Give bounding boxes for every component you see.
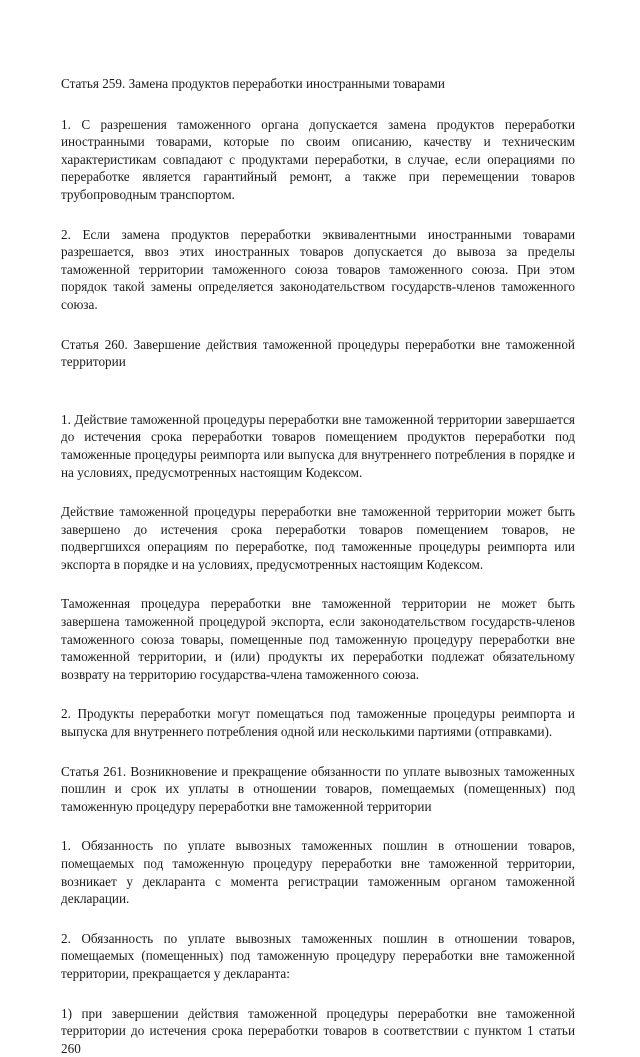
- article-261-list-item-1: 1) при завершении действия таможенной процедуры переработки вне таможенной территории до истечения срока переработки товаров в соответствии с пунктом 1 статьи 260: [61, 1005, 575, 1056]
- article-259-title: Статья 259. Замена продуктов переработки иностранными товарами: [61, 76, 445, 91]
- article-260-paragraph-4: 2. Продукты переработки могут помещаться под таможенные процедуры реимпорта и выпуска для внутреннего потребления одной или несколькими партиями (отправками).: [61, 706, 575, 740]
- article-259-paragraph-1: 1. С разрешения таможенного органа допускается замена продуктов переработки иностранными товарами, которые по своим описанию, качеству и техническим характеристикам совпадают с продуктами переработки, в случае, если операциями по переработке является гарантийный ремонт, а также при перемещении товаров трубопроводным транспортом.: [61, 116, 575, 202]
- article-259-paragraph-2: 2. Если замена продуктов переработки эквивалентными иностранными товарами разрешается, ввоз этих иностранных товаров допускается до вывоза за пределы таможенной территории таможенного союза товаров таможенного союза. При этом порядок такой замены определяется законодательством государств-членов таможенного союза.: [61, 226, 575, 312]
- article-260-paragraph-2: Действие таможенной процедуры переработки вне таможенной территории может быть завершено до истечения срока переработки товаров помещением товаров, не подвергшихся операциям по переработке, под таможенные процедуры реимпорта или экспорта в порядке и на условиях, предусмотренных настоящим Кодексом.: [61, 504, 575, 572]
- article-261-paragraph-2: 2. Обязанность по уплате вывозных таможенных пошлин в отношении товаров, помещаемых (помещенных) под таможенную процедуру переработки вне таможенной территории, прекращается у декларанта:: [61, 930, 575, 981]
- article-260-paragraph-1: 1. Действие таможенной процедуры переработки вне таможенной территории завершается до истечения срока переработки товаров помещением продуктов переработки под таможенные процедуры реимпорта или выпуска для внутреннего потребления в порядке и на условиях, предусмотренных настоящим Кодексом.: [61, 411, 575, 480]
- document-body: [61, 75, 575, 1057]
- article-261-title: Статья 261. Возникновение и прекращение обязанности по уплате вывозных таможенных пошлин и срок их уплаты в отношении товаров, помещаемых (помещенных) под таможенную процедуру переработки вне таможенной территории: [61, 763, 575, 814]
- article-261-paragraph-1: 1. Обязанность по уплате вывозных таможенных пошлин в отношении товаров, помещаемых под таможенную процедуру переработки вне таможенной территории, возникает у декларанта с момента регистрации таможенным органом таможенной декларации.: [61, 838, 575, 907]
- article-260-paragraph-3: Таможенная процедура переработки вне таможенной территории не может быть завершена таможенной процедурой экспорта, если законодательством государств-членов таможенного союза товары, помещенные под таможенную процедуру переработки вне таможенной территории, и (или) продукты их переработки подлежат обязательному возврату на территорию государства-члена таможенного союза.: [61, 596, 575, 682]
- article-260-title: Статья 260. Завершение действия таможенной процедуры переработки вне таможенной территории: [61, 336, 575, 370]
